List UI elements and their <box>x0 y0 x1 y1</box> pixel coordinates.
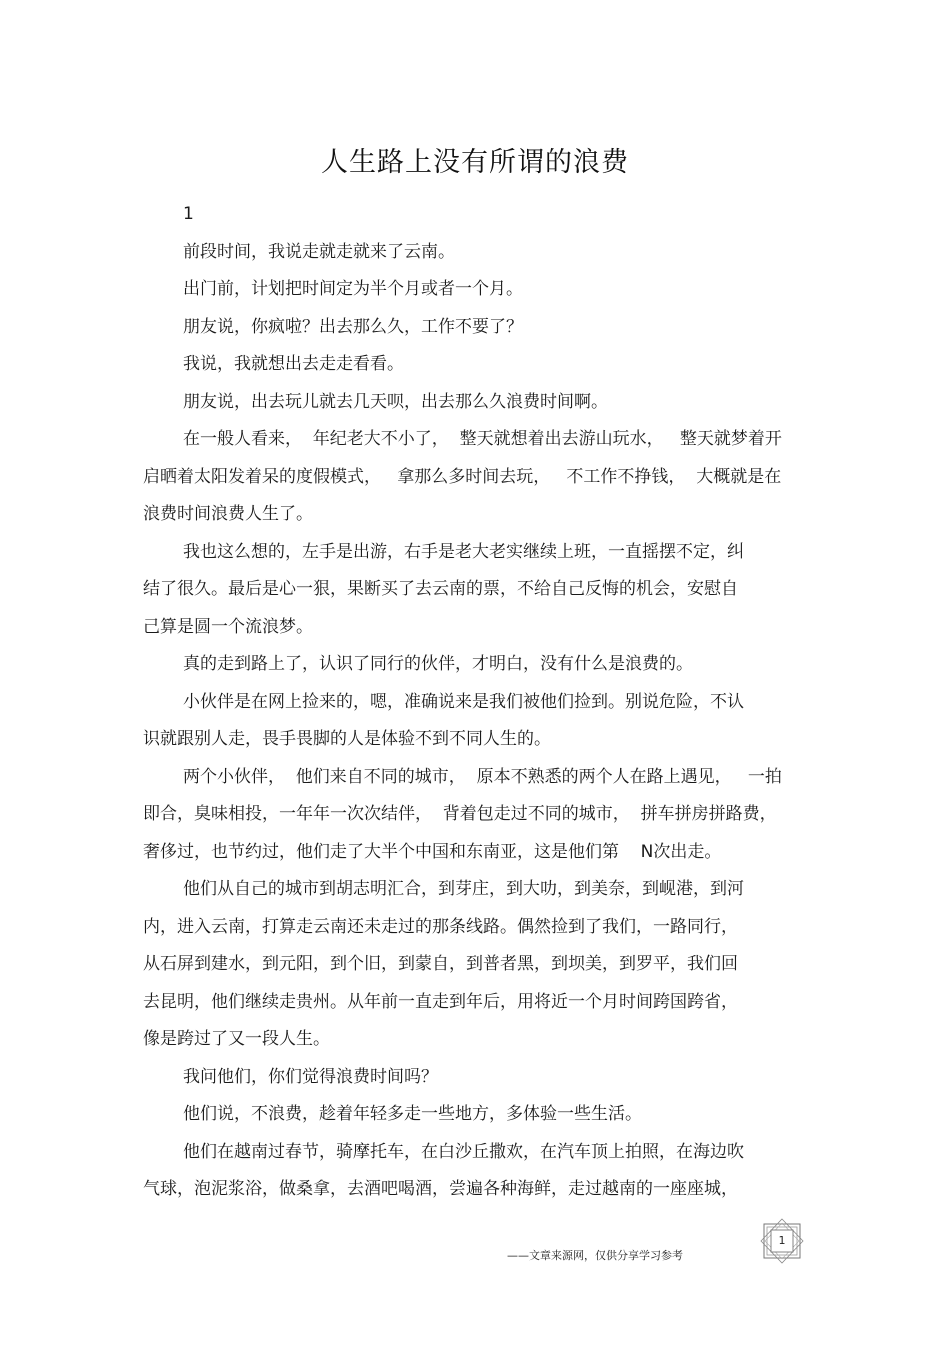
text-line: 己算是圆一个流浪梦。 <box>143 616 313 637</box>
page-number: 1 <box>778 1234 786 1247</box>
text-line: 从石屏到建水，到元阳，到个旧，到蒙自，到普者黑，到坝美，到罗平，我们回 <box>143 954 738 974</box>
text-line: 我说，我就想出去走走看看。 <box>183 354 404 374</box>
text-line: 真的走到路上了，认识了同行的伙伴，才明白，没有什么是浪费的。 <box>183 654 693 674</box>
page-number-badge <box>756 1218 808 1264</box>
text-line: 他们在越南过春节，骑摩托车，在白沙丘撒欢，在汽车顶上拍照，在海边吹 <box>183 1141 744 1162</box>
text-line: 小伙伴是在网上捡来的，嗯，准确说来是我们被他们捡到。别说危险，不认 <box>183 691 744 712</box>
text-line: 结了很久。最后是心一狠，果断买了去云南的票，不给自己反悔的机会，安慰自 <box>143 579 738 599</box>
document-title: 人生路上没有所谓的浪费 <box>321 147 629 178</box>
text-line: 朋友说，出去玩儿就去几天呗，出去那么久浪费时间啊。 <box>183 391 608 412</box>
text-line: 1 <box>183 204 194 224</box>
text-line: 启晒着太阳发着呆的度假模式， 拿那么多时间去玩， 不工作不挣钱， 大概就是在 <box>143 466 782 487</box>
text-line: 像是跨过了又一段人生。 <box>143 1029 330 1049</box>
text-line: 去昆明，他们继续走贵州。从年前一直走到年后，用将近一个月时间跨国跨省， <box>143 991 738 1012</box>
text-line: 他们从自己的城市到胡志明汇合，到芽庄，到大叻，到美奈，到岘港，到河 <box>183 879 744 899</box>
text-line: 两个小伙伴， 他们来自不同的城市， 原本不熟悉的两个人在路上遇见， 一拍 <box>183 766 782 787</box>
footer-source-note: ——文章来源网，仅供分享学习参考 <box>507 1249 683 1262</box>
text-line: 奢侈过，也节约过，他们走了大半个中国和东南亚，这是他们第 N次出走。 <box>143 841 722 862</box>
text-line: 我也这么想的，左手是出游，右手是老大老实继续上班，一直摇摆不定，纠 <box>183 541 744 562</box>
document-body <box>143 196 807 1209</box>
text-line: 气球，泡泥浆浴，做桑拿，去酒吧喝酒，尝遍各种海鲜，走过越南的一座座城， <box>143 1179 738 1199</box>
text-line: 我问他们，你们觉得浪费时间吗？ <box>183 1066 438 1087</box>
text-line: 即合，臭味相投，一年年一次次结伴， 背着包走过不同的城市， 拼车拼房拼路费， <box>143 804 777 824</box>
text-line: 朋友说，你疯啦？出去那么久，工作不要了？ <box>183 316 523 337</box>
text-line: 识就跟别人走，畏手畏脚的人是体验不到不同人生的。 <box>143 729 551 749</box>
text-line: 在一般人看来， 年纪老大不小了， 整天就想着出去游山玩水， 整天就梦着开 <box>183 429 782 449</box>
text-line: 他们说，不浪费，趁着年轻多走一些地方，多体验一些生活。 <box>183 1104 642 1124</box>
text-line: 出门前，计划把时间定为半个月或者一个月。 <box>183 279 523 299</box>
text-line: 浪费时间浪费人生了。 <box>143 504 313 524</box>
text-line: 前段时间，我说走就走就来了云南。 <box>183 241 455 262</box>
text-line: 内，进入云南，打算走云南还未走过的那条线路。偶然捡到了我们，一路同行， <box>143 916 738 937</box>
